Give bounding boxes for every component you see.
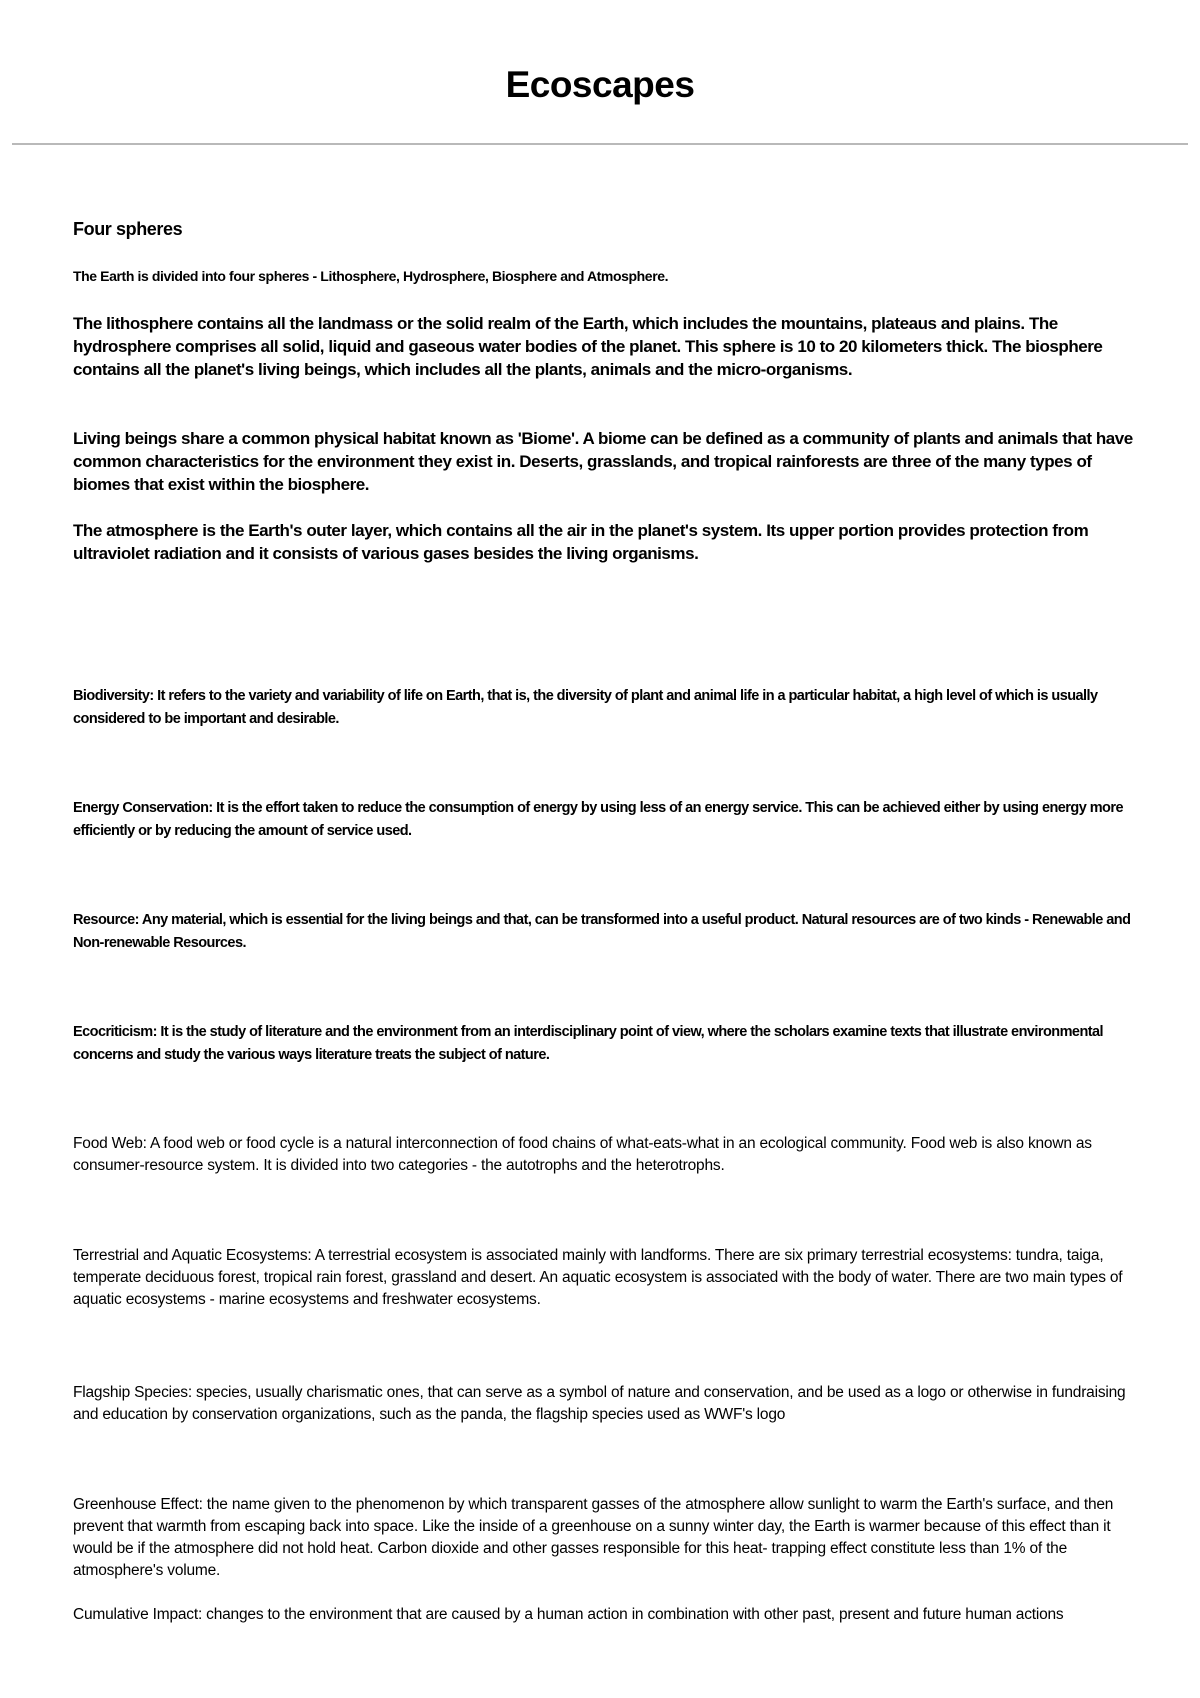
definition-biodiversity: Biodiversity: It refers to the variety and variability of life on Earth, that is, the diversity of plant and animal life in a particular habitat, a high level of which is usually considered to be important and desirable.: [73, 688, 1098, 727]
section-heading: Four spheres: [73, 219, 183, 239]
definition-greenhouse-effect: Greenhouse Effect: the name given to the phenomenon by which transparent gasses of the atmosphere allow sunlight to warm the Earth's surface, and then prevent that warmth from escaping back into space. Like the inside of a greenhouse on a sunny winter day, the Earth is warmer because of this effect than it would be if the atmosphere did not hold heat. Carbon dioxide and other gasses responsible for this heat- trapping effect constitute less than 1% of the atmosphere's volume.: [73, 1496, 1114, 1579]
definition-ecocriticism: Ecocriticism: It is the study of literature and the environment from an interdisciplinary point of view, where the scholars examine texts that illustrate environmental concerns and study the various ways literature treats the subject of nature.: [73, 1024, 1104, 1063]
paragraph-biome: Living beings share a common physical habitat known as 'Biome'. A biome can be defined as a community of plants and animals that have common characteristics for the environment they exist in. Deserts, grasslands, and tropical rainforests are three of the many types of biomes that exist within the biosphere.: [73, 429, 1133, 494]
paragraph-lithosphere: The lithosphere contains all the landmass or the solid realm of the Earth, which includes the mountains, plateaus and plains. The hydrosphere comprises all solid, liquid and gaseous water bodies of the planet. This sphere is 10 to 20 kilometers thick. The biosphere contains all the planet's living beings, which includes all the plants, animals and the micro-organisms.: [73, 314, 1103, 379]
definition-resource: Resource: Any material, which is essential for the living beings and that, can be transformed into a useful product. Natural resources are of two kinds - Renewable and Non-renewable Resources.: [73, 912, 1131, 951]
definition-ecosystems: Terrestrial and Aquatic Ecosystems: A terrestrial ecosystem is associated mainly with landforms. There are six primary terrestrial ecosystems: tundra, taiga, temperate deciduous forest, tropical rain forest, grassland and desert. An aquatic ecosystem is associated with the body of water. There are two main types of aquatic ecosystems - marine ecosystems and freshwater ecosystems.: [73, 1247, 1123, 1308]
page-title: Ecoscapes: [505, 64, 695, 105]
definition-energy-conservation: Energy Conservation: It is the effort taken to reduce the consumption of energy by using less of an energy service. This can be achieved either by using energy more efficiently or by reducing the amount of service used.: [73, 800, 1123, 839]
intro-text: The Earth is divided into four spheres - Lithosphere, Hydrosphere, Biosphere and Atmosphere.: [73, 268, 669, 284]
paragraph-atmosphere: The atmosphere is the Earth's outer layer, which contains all the air in the planet's system. Its upper portion provides protection from ultraviolet radiation and it consists of various gases besides the living organisms.: [73, 521, 1089, 563]
definition-food-web: Food Web: A food web or food cycle is a natural interconnection of food chains of what-eats-what in an ecological community. Food web is also known as consumer-resource system. It is divided into two categories - the autotrophs and the heterotrophs.: [73, 1135, 1092, 1174]
definition-cumulative-impact: Cumulative Impact: changes to the environment that are caused by a human action in combination with other past, present and future human actions: [73, 1606, 1064, 1623]
title-divider: [12, 143, 1188, 145]
definition-flagship-species: Flagship Species: species, usually charismatic ones, that can serve as a symbol of nature and conservation, and be used as a logo or otherwise in fundraising and education by conservation organizations, such as the panda, the flagship species used as WWF's logo: [73, 1384, 1126, 1423]
